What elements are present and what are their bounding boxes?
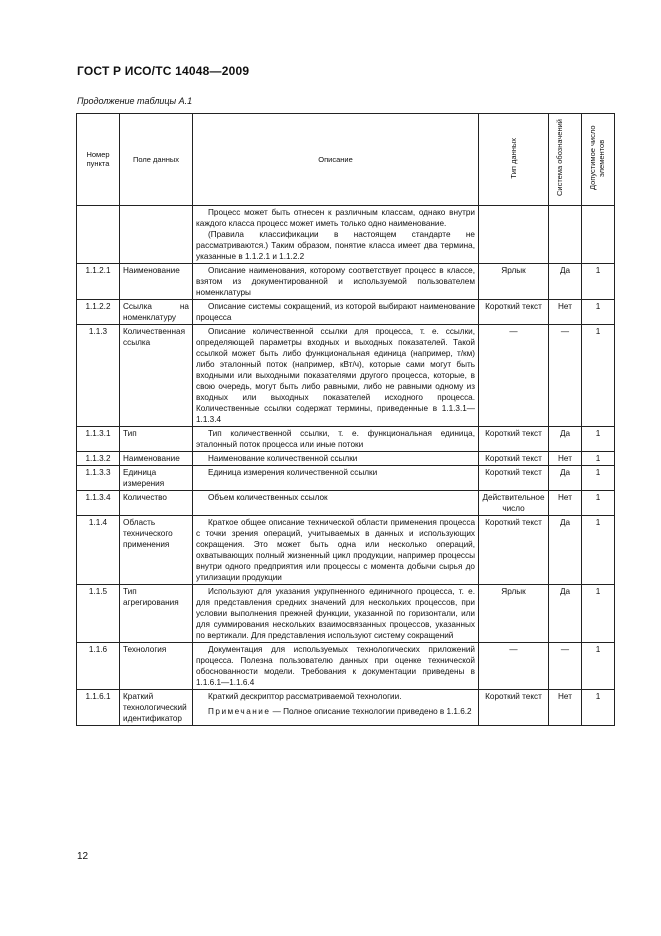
table-cell — [582, 206, 615, 264]
table-header-row — [77, 114, 615, 206]
row-number-cell: 1.1.3.3 — [77, 466, 120, 491]
row-count-cell: 1 — [582, 516, 615, 585]
header-field: Поле данных — [120, 114, 193, 206]
header-description: Описание — [193, 114, 479, 206]
row-notation-cell: — — [549, 325, 582, 427]
row-description-text: Документация для используемых технологических приложений процесса. Полезна пользователю данных при оценке технической обоснованности модели. Требования к документации приведены в 1.1.6.1—1.1.6.4 — [196, 645, 475, 687]
table-row — [77, 300, 615, 325]
row-number-cell: 1.1.4 — [77, 516, 120, 585]
table-row — [77, 643, 615, 690]
row-data-type-cell: Ярлык — [479, 264, 549, 300]
row-data-type-cell: Короткий текст — [479, 452, 549, 466]
row-data-type-cell: — — [479, 643, 549, 690]
table-cell — [77, 206, 120, 264]
row-field-cell: Количественная ссылка — [120, 325, 193, 427]
row-description-cell — [193, 264, 479, 300]
row-field-cell: Наименование — [120, 452, 193, 466]
row-note — [196, 706, 475, 717]
row-description-text: Тип количественной ссылки, т. е. функциональная единица, эталонный поток процесса или иные потоки — [196, 429, 475, 449]
table-row — [77, 585, 615, 643]
row-description-cell — [193, 491, 479, 516]
row-notation-cell: Да — [549, 264, 582, 300]
row-data-type-cell: Действительное число — [479, 491, 549, 516]
header-number: Номер пункта — [77, 114, 120, 206]
row-description-text: Описание системы сокращений, из которой выбирают наименование процесса — [196, 302, 475, 322]
row-count-cell: 1 — [582, 690, 615, 726]
row-notation-cell: Да — [549, 585, 582, 643]
row-number-cell: 1.1.5 — [77, 585, 120, 643]
table-cell — [479, 206, 549, 264]
header-data-type: Тип данных — [479, 114, 549, 206]
row-description-cell — [193, 300, 479, 325]
table-cell — [549, 206, 582, 264]
row-count-cell: 1 — [582, 264, 615, 300]
row-description-text: Наименование количественной ссылки — [208, 454, 358, 463]
row-count-cell: 1 — [582, 325, 615, 427]
page-number: 12 — [77, 851, 89, 862]
row-field-cell: Ссылка на номенклатуру — [120, 300, 193, 325]
intro-description-cell — [193, 206, 479, 264]
row-number-cell: 1.1.6 — [77, 643, 120, 690]
row-count-cell: 1 — [582, 452, 615, 466]
row-notation-cell: — — [549, 643, 582, 690]
table-row-last — [77, 690, 615, 726]
row-notation-cell: Да — [549, 466, 582, 491]
row-field-cell: Тип — [120, 427, 193, 452]
row-description-text: Единица измерения количественной ссылки — [208, 468, 378, 477]
row-description-cell — [193, 643, 479, 690]
table-row — [77, 325, 615, 427]
table-row — [77, 427, 615, 452]
row-number-cell: 1.1.6.1 — [77, 690, 120, 726]
row-number-cell: 1.1.3.4 — [77, 491, 120, 516]
row-field-cell: Количество — [120, 491, 193, 516]
row-data-type-cell: Ярлык — [479, 585, 549, 643]
row-description-cell — [193, 466, 479, 491]
row-field-cell: Тип агрегирования — [120, 585, 193, 643]
note-text: — Полное описание технологии приведено в 1.1.6.2 — [270, 707, 472, 716]
intro-row — [77, 206, 615, 264]
row-notation-cell: Нет — [549, 452, 582, 466]
row-data-type-cell: Короткий текст — [479, 690, 549, 726]
row-number-cell: 1.1.2.2 — [77, 300, 120, 325]
row-notation-cell: Да — [549, 516, 582, 585]
header-count: Допустимое число элементов — [582, 114, 615, 206]
row-field-cell: Область технического применения — [120, 516, 193, 585]
row-notation-cell: Да — [549, 427, 582, 452]
row-count-cell: 1 — [582, 585, 615, 643]
row-description-cell — [193, 690, 479, 726]
table-row — [77, 516, 615, 585]
header-notation: Система обозначений — [549, 114, 582, 206]
row-field-cell: Наименование — [120, 264, 193, 300]
note-label: Примечание — [208, 707, 271, 716]
intro-paragraph-2: (Правила классификации в настоящем стандарте не рассматриваются.) Таким образом, понятие класса имеет два термина, указанные в 1.1.2.1 и 1.1.2.2 — [196, 230, 475, 261]
document-header: ГОСТ Р ИСО/ТС 14048—2009 — [77, 64, 250, 78]
row-description-cell — [193, 427, 479, 452]
row-data-type-cell: Короткий текст — [479, 300, 549, 325]
table-cell — [120, 206, 193, 264]
row-field-cell: Единица измерения — [120, 466, 193, 491]
row-count-cell: 1 — [582, 427, 615, 452]
row-description-text: Краткий дескриптор рассматриваемой технологии. — [208, 692, 402, 701]
row-description-text: Краткое общее описание технической области применения процесса с точки зрения операций, учитываемых в данных и использующих сокращения. Это может быть одна или несколько операций, охватывающих полный жизненный цикл продукции, например процессы внутри одного предприятия или процессы с момента добычи сырья до утилизации продукции — [196, 518, 475, 582]
row-description-text: Описание наименования, которому соответствует процесс в классе, взятом из документированной и используемой пользователем номенклатуры — [196, 266, 475, 297]
row-count-cell: 1 — [582, 466, 615, 491]
row-description-text: Используют для указания укрупненного единичного процесса, т. е. для представления средних значений для нескольких процессов, при условии выполнения прежней функции, указанной по горизонтали, или для суммирования нескольких взаимосвязанных процессов, указанных по вертикали. Для представления используют систему сокращений — [196, 587, 475, 640]
table-row — [77, 452, 615, 466]
row-notation-cell: Нет — [549, 690, 582, 726]
row-description-cell — [193, 325, 479, 427]
row-description-text: Описание количественной ссылки для процесса, т. е. ссылки, определяющей параметры входных и выходных показателей. Такой ссылкой может быть либо функциональная единица (например, т/км) либо эталонный поток (например, кВт/ч), которые сами могут быть входными или выходными показателями другого процесса, которые, в свою очередь, могут быть либо равными, либо не равными одному из входных или выходных показателей исходного процесса. Количественные ссылки содержат термины, приведенные в 1.1.3.1—1.1.3.4 — [196, 327, 475, 424]
row-data-type-cell: Короткий текст — [479, 427, 549, 452]
row-description-text: Объем количественных ссылок — [208, 493, 328, 502]
data-fields-table — [76, 113, 615, 726]
intro-paragraph-1: Процесс может быть отнесен к различным классам, однако внутри каждого класса процесс может иметь только одно наименование. — [196, 208, 475, 228]
row-count-cell: 1 — [582, 300, 615, 325]
table-row — [77, 466, 615, 491]
row-data-type-cell: Короткий текст — [479, 516, 549, 585]
row-field-cell: Краткий технологический идентификатор — [120, 690, 193, 726]
row-notation-cell: Нет — [549, 300, 582, 325]
table-continuation-caption: Продолжение таблицы А.1 — [77, 96, 193, 106]
row-data-type-cell: Короткий текст — [479, 466, 549, 491]
row-description-cell — [193, 585, 479, 643]
row-description-cell — [193, 452, 479, 466]
row-number-cell: 1.1.3.2 — [77, 452, 120, 466]
row-field-cell: Технология — [120, 643, 193, 690]
table-row — [77, 264, 615, 300]
row-data-type-cell: — — [479, 325, 549, 427]
row-number-cell: 1.1.3 — [77, 325, 120, 427]
table-row — [77, 491, 615, 516]
row-description-cell — [193, 516, 479, 585]
row-number-cell: 1.1.3.1 — [77, 427, 120, 452]
row-count-cell: 1 — [582, 491, 615, 516]
row-number-cell: 1.1.2.1 — [77, 264, 120, 300]
row-count-cell: 1 — [582, 643, 615, 690]
row-notation-cell: Нет — [549, 491, 582, 516]
